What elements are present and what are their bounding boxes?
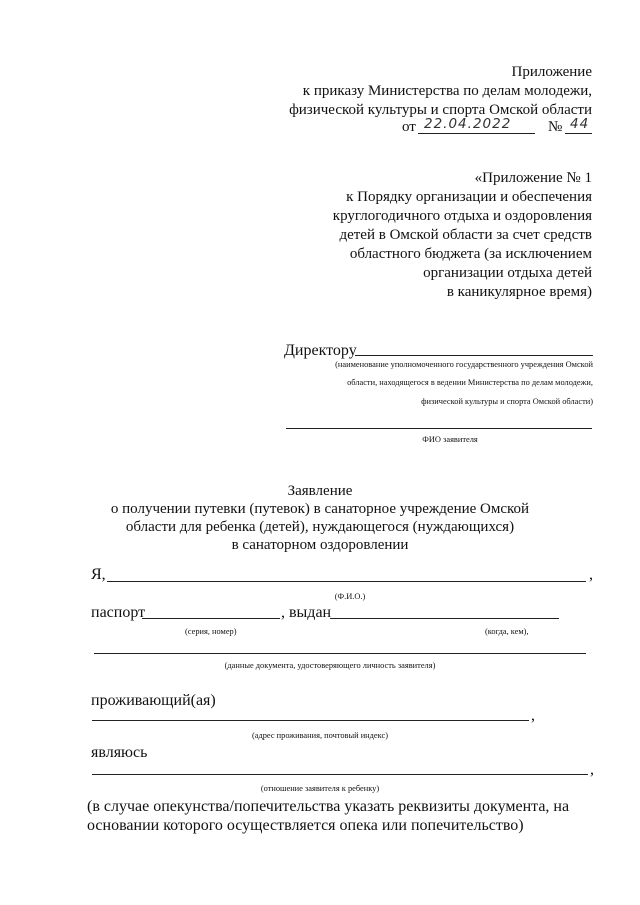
number-underline [565, 133, 592, 134]
applicant-hint: ФИО заявителя [422, 435, 478, 444]
header-number-label: № [548, 119, 563, 135]
document-subtitle-2: области для ребенка (детей), нуждающегося (нуждающихся) [125, 519, 515, 535]
passport-label: паспорт [91, 604, 146, 621]
document-details-field[interactable] [94, 653, 586, 654]
series-hint: (серия, номер) [185, 627, 237, 636]
document-subtitle-1: о получении путевки (путевок) в санаторное учреждение Омской [110, 501, 530, 517]
header-appendix-title: Приложение [511, 64, 592, 80]
addressee-underline [355, 355, 593, 356]
issued-by-field[interactable] [330, 618, 559, 619]
issued-label: , выдан [281, 604, 332, 621]
address-comma: , [531, 707, 535, 724]
appendix-line-4: детей в Омской области за счет средств [339, 227, 592, 243]
fio-comma: , [589, 566, 593, 583]
addressee-hint-3: физической культуры и спорта Омской области) [421, 397, 593, 406]
guardian-note-line-2: основании которого осуществляется опека или попечительство) [87, 817, 524, 834]
header-order-line: к приказу Министерства по делам молодежи, [302, 83, 592, 99]
appendix-line-6: организации отдыха детей [423, 265, 592, 281]
addressee-label: Директору [284, 342, 357, 359]
applicant-underline [286, 428, 592, 429]
date-underline [418, 133, 535, 134]
fio-field[interactable] [107, 581, 586, 582]
address-field[interactable] [92, 720, 529, 721]
appendix-line-1: «Приложение № 1 [474, 170, 592, 186]
document-subtitle-3: в санаторном оздоровлении [231, 537, 409, 553]
relation-hint: (отношение заявителя к ребенку) [260, 784, 380, 793]
relation-field[interactable] [92, 774, 588, 775]
fio-hint: (Ф.И.О.) [334, 592, 366, 601]
document-hint: (данные документа, удостоверяющего личность заявителя) [224, 661, 436, 670]
being-label: являюсь [91, 744, 148, 761]
i-label: Я, [91, 566, 106, 583]
appendix-line-5: областного бюджета (за исключением [349, 246, 592, 262]
addressee-hint-1: (наименование уполномоченного государственного учреждения Омской [335, 360, 593, 369]
header-from-label: от [402, 119, 416, 135]
passport-number-field[interactable] [142, 618, 280, 619]
appendix-line-7: в каникулярное время) [446, 284, 592, 300]
issued-hint: (когда, кем), [485, 627, 529, 636]
addressee-hint-2: области, находящегося в ведении Министерства по делам молодежи, [347, 378, 593, 387]
residing-label: проживающий(ая) [91, 692, 216, 709]
header-ministry-line: физической культуры и спорта Омской области [289, 102, 592, 118]
relation-comma: , [590, 761, 594, 778]
appendix-line-3: круглогодичного отдыха и оздоровления [332, 208, 592, 224]
document-title: Заявление [287, 483, 353, 499]
header-date: 22.04.2022 [424, 116, 512, 132]
header-number: 44 [570, 116, 590, 132]
appendix-line-2: к Порядку организации и обеспечения [346, 189, 592, 205]
guardian-note-line-1: (в случае опекунства/попечительства указать реквизиты документа, на [87, 798, 570, 815]
address-hint: (адрес проживания, почтовый индекс) [251, 731, 389, 740]
